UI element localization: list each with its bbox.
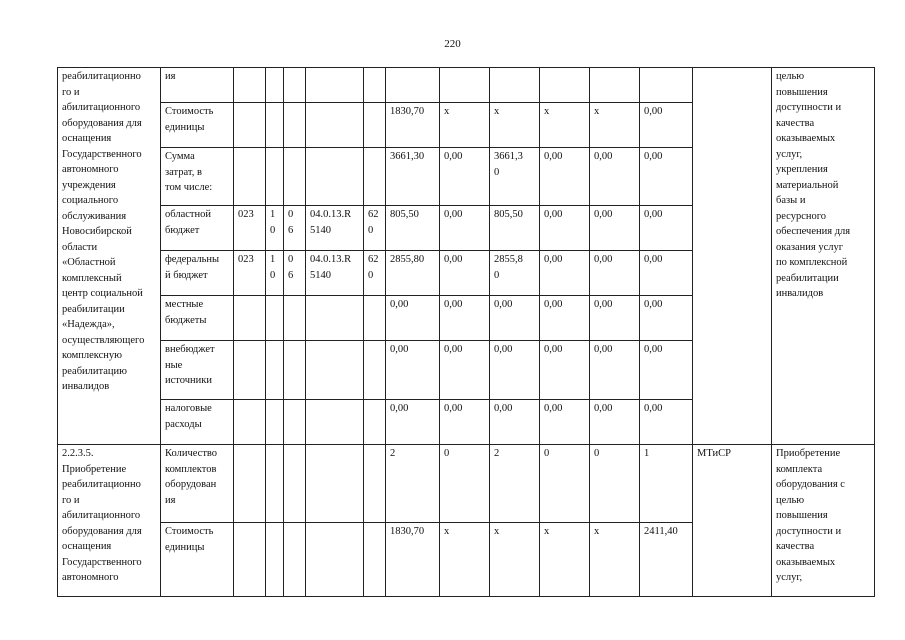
value-y4: 0,00 <box>590 148 640 206</box>
table-row <box>58 68 875 103</box>
code-grbs: 023 <box>234 251 266 296</box>
value-y3: 0,00 <box>540 251 590 296</box>
value-y2: x <box>490 103 540 148</box>
value-y2: 2855,8 0 <box>490 251 540 296</box>
code-vr <box>364 68 386 103</box>
code-vr <box>364 341 386 400</box>
value-y5: 0,00 <box>640 296 693 341</box>
code-pr <box>284 103 306 148</box>
code-rz <box>266 341 284 400</box>
code-rz <box>266 296 284 341</box>
value-y3: x <box>540 523 590 597</box>
value-y2: x <box>490 523 540 597</box>
code-vr <box>364 296 386 341</box>
code-rz <box>266 148 284 206</box>
measure-name-cell: реабилитационно го и абилитационного оборудования для оснащения Государственного автономного учреждения социального обслуживания Новосибирской области «Областной комплексный центр социальной реабилитации «Надежда», осуществляющего комплексную реабилитацию инвалидов <box>58 68 161 445</box>
value-y3: 0,00 <box>540 400 590 445</box>
code-csr <box>306 68 364 103</box>
value-y1 <box>440 68 490 103</box>
value-y1: x <box>440 103 490 148</box>
code-csr <box>306 341 364 400</box>
value-y2: 0,00 <box>490 341 540 400</box>
value-y1: 0,00 <box>440 251 490 296</box>
code-vr <box>364 148 386 206</box>
value-y4: 0,00 <box>590 206 640 251</box>
value-y1: 0,00 <box>440 341 490 400</box>
code-vr <box>364 103 386 148</box>
value-total: 3661,30 <box>386 148 440 206</box>
value-y5: 0,00 <box>640 251 693 296</box>
value-y3: 0 <box>540 445 590 523</box>
value-y1: x <box>440 523 490 597</box>
code-vr <box>364 400 386 445</box>
value-y5: 0,00 <box>640 148 693 206</box>
value-y4: 0 <box>590 445 640 523</box>
code-csr <box>306 296 364 341</box>
expected-result-cell: целью повышения доступности и качества оказываемых услуг, укрепления материальной базы и ресурсного обеспечения для оказания услуг по комплексной реабилитации инвалидов <box>772 68 875 445</box>
code-csr <box>306 523 364 597</box>
executor-cell <box>693 68 772 445</box>
value-y1: 0,00 <box>440 148 490 206</box>
code-pr <box>284 68 306 103</box>
value-y2: 805,50 <box>490 206 540 251</box>
code-pr <box>284 400 306 445</box>
code-csr: 04.0.13.R 5140 <box>306 206 364 251</box>
value-y3: x <box>540 103 590 148</box>
code-pr: 0 6 <box>284 251 306 296</box>
code-grbs <box>234 445 266 523</box>
code-pr <box>284 341 306 400</box>
code-pr <box>284 148 306 206</box>
value-y3: 0,00 <box>540 206 590 251</box>
code-vr: 62 0 <box>364 206 386 251</box>
indicator-label: Стоимость единицы <box>161 103 234 148</box>
measure-name-cell: 2.2.3.5. Приобретение реабилитационно го и абилитационного оборудования для оснащения Государственного автономного <box>58 445 161 597</box>
value-total: 1830,70 <box>386 103 440 148</box>
value-y4: x <box>590 103 640 148</box>
executor-cell: МТиСР <box>693 445 772 597</box>
code-rz: 1 0 <box>266 206 284 251</box>
value-total: 2 <box>386 445 440 523</box>
value-y4: 0,00 <box>590 400 640 445</box>
code-pr <box>284 296 306 341</box>
value-y3 <box>540 68 590 103</box>
indicator-label: внебюджет ные источники <box>161 341 234 400</box>
code-vr <box>364 523 386 597</box>
indicator-label: областной бюджет <box>161 206 234 251</box>
code-csr <box>306 445 364 523</box>
page-number: 220 <box>444 38 461 50</box>
code-grbs <box>234 400 266 445</box>
code-grbs <box>234 103 266 148</box>
value-y4: x <box>590 523 640 597</box>
value-total: 2855,80 <box>386 251 440 296</box>
code-grbs <box>234 68 266 103</box>
indicator-label: ия <box>161 68 234 103</box>
value-y5: 2411,40 <box>640 523 693 597</box>
code-rz: 1 0 <box>266 251 284 296</box>
code-rz <box>266 523 284 597</box>
code-csr: 04.0.13.R 5140 <box>306 251 364 296</box>
code-vr: 62 0 <box>364 251 386 296</box>
value-y1: 0 <box>440 445 490 523</box>
indicator-label: федеральны й бюджет <box>161 251 234 296</box>
indicator-label: Стоимость единицы <box>161 523 234 597</box>
code-rz <box>266 400 284 445</box>
value-y4: 0,00 <box>590 296 640 341</box>
value-y5: 0,00 <box>640 400 693 445</box>
value-y1: 0,00 <box>440 400 490 445</box>
indicator-label: местные бюджеты <box>161 296 234 341</box>
code-csr <box>306 148 364 206</box>
code-grbs <box>234 523 266 597</box>
value-y3: 0,00 <box>540 148 590 206</box>
value-y2: 3661,3 0 <box>490 148 540 206</box>
code-grbs <box>234 148 266 206</box>
value-y3: 0,00 <box>540 296 590 341</box>
value-y4 <box>590 68 640 103</box>
code-rz <box>266 103 284 148</box>
code-csr <box>306 400 364 445</box>
value-y5 <box>640 68 693 103</box>
expected-result-cell: Приобретение комплекта оборудования с целью повышения доступности и качества оказываемых услуг, <box>772 445 875 597</box>
code-grbs <box>234 341 266 400</box>
code-pr <box>284 445 306 523</box>
value-total: 0,00 <box>386 341 440 400</box>
value-y3: 0,00 <box>540 341 590 400</box>
value-total: 0,00 <box>386 296 440 341</box>
code-pr <box>284 523 306 597</box>
value-total: 0,00 <box>386 400 440 445</box>
value-y1: 0,00 <box>440 206 490 251</box>
value-y5: 0,00 <box>640 341 693 400</box>
indicator-label: налоговые расходы <box>161 400 234 445</box>
value-y2: 0,00 <box>490 400 540 445</box>
value-y1: 0,00 <box>440 296 490 341</box>
value-y4: 0,00 <box>590 251 640 296</box>
value-y5: 1 <box>640 445 693 523</box>
indicator-label: Сумма затрат, в том числе: <box>161 148 234 206</box>
value-y2 <box>490 68 540 103</box>
code-grbs: 023 <box>234 206 266 251</box>
code-pr: 0 6 <box>284 206 306 251</box>
value-y2: 2 <box>490 445 540 523</box>
indicator-label: Количество комплектов оборудован ия <box>161 445 234 523</box>
value-total <box>386 68 440 103</box>
code-rz <box>266 68 284 103</box>
code-vr <box>364 445 386 523</box>
code-grbs <box>234 296 266 341</box>
value-y5: 0,00 <box>640 103 693 148</box>
value-y4: 0,00 <box>590 341 640 400</box>
value-total: 1830,70 <box>386 523 440 597</box>
table-row <box>58 445 875 523</box>
code-csr <box>306 103 364 148</box>
value-y5: 0,00 <box>640 206 693 251</box>
value-y2: 0,00 <box>490 296 540 341</box>
code-rz <box>266 445 284 523</box>
budget-table <box>57 67 875 597</box>
value-total: 805,50 <box>386 206 440 251</box>
